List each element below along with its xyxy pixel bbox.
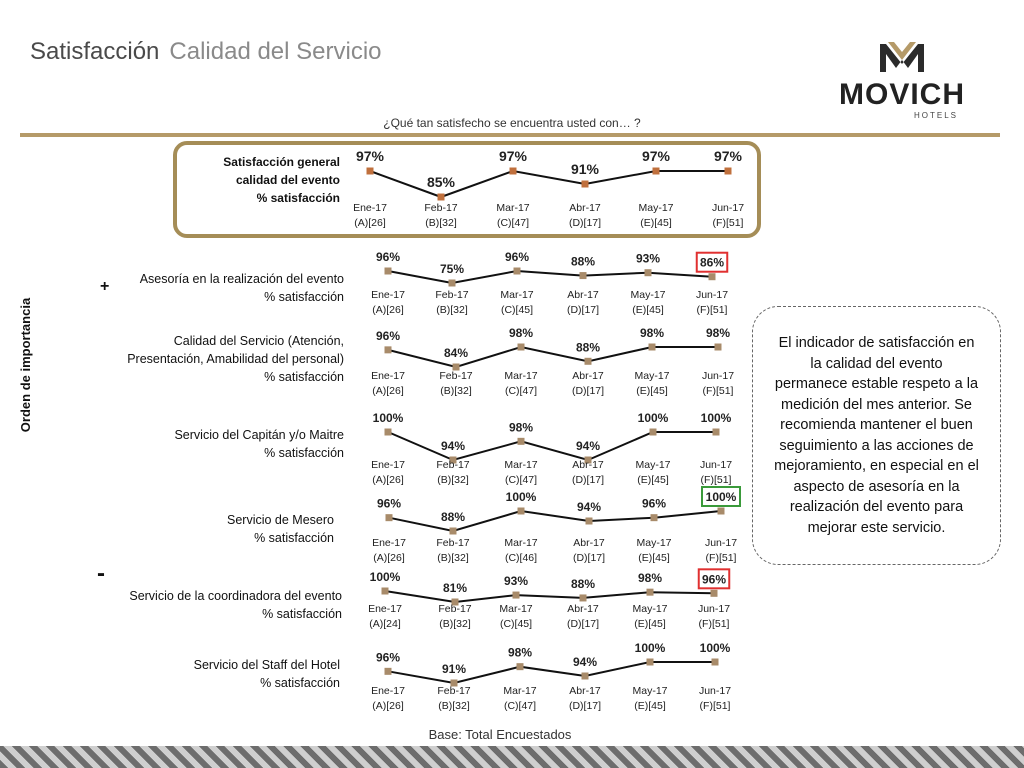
data-point bbox=[517, 663, 524, 670]
data-point bbox=[645, 269, 652, 276]
data-point bbox=[647, 589, 654, 596]
series-line bbox=[389, 511, 721, 531]
x-tick-label: Mar-17 bbox=[504, 537, 538, 549]
x-base-label: (D)[17] bbox=[571, 474, 605, 486]
x-base-label: (B)[32] bbox=[437, 474, 469, 486]
data-point bbox=[385, 346, 392, 353]
x-tick-label: Ene-17 bbox=[372, 537, 406, 549]
data-label: 96% bbox=[375, 650, 401, 665]
data-point bbox=[651, 514, 658, 521]
data-point bbox=[438, 194, 445, 201]
data-label: 98% bbox=[637, 571, 663, 586]
data-label: 100% bbox=[372, 411, 404, 425]
x-tick-label: Abr-17 bbox=[572, 370, 604, 382]
x-tick-label: Mar-17 bbox=[504, 459, 538, 471]
x-base-label: (F)[51] bbox=[698, 618, 730, 630]
x-base-label: (D)[17] bbox=[568, 700, 602, 712]
data-label: 94% bbox=[440, 439, 466, 453]
trend-chart-0 bbox=[353, 148, 744, 229]
x-base-label: (A)[26] bbox=[372, 700, 404, 712]
data-point bbox=[385, 268, 392, 275]
title-main: Satisfacción bbox=[30, 38, 160, 65]
x-tick-label: Feb-17 bbox=[436, 537, 470, 549]
x-base-label: (B)[32] bbox=[440, 385, 472, 397]
row-label-line: Satisfacción general bbox=[223, 155, 340, 169]
x-base-label: (D)[17] bbox=[571, 385, 605, 397]
row-label-line: % satisfacción bbox=[262, 607, 342, 621]
x-base-label: (C)[47] bbox=[504, 385, 538, 397]
logo-subtext: HOTELS bbox=[913, 111, 959, 120]
data-label: 98% bbox=[639, 326, 665, 340]
x-tick-label: Ene-17 bbox=[368, 603, 402, 615]
x-tick-label: Mar-17 bbox=[500, 289, 534, 301]
data-point bbox=[450, 528, 457, 535]
x-base-label: (B)[32] bbox=[436, 304, 468, 316]
data-point bbox=[653, 168, 660, 175]
data-label: 88% bbox=[570, 576, 596, 591]
data-label: 98% bbox=[508, 326, 534, 340]
data-point bbox=[647, 659, 654, 666]
x-base-label: (C)[47] bbox=[504, 474, 538, 486]
trend-chart-4 bbox=[372, 487, 740, 564]
data-label: 96% bbox=[641, 496, 667, 511]
x-tick-label: Abr-17 bbox=[569, 202, 601, 214]
x-base-label: (D)[17] bbox=[566, 304, 600, 316]
series-line bbox=[385, 591, 714, 602]
row-label-line: Asesoría en la realización del evento bbox=[139, 272, 344, 286]
data-point bbox=[367, 168, 374, 175]
x-tick-label: Abr-17 bbox=[567, 603, 599, 615]
data-label: 100% bbox=[634, 641, 666, 655]
x-tick-label: Ene-17 bbox=[371, 685, 405, 697]
trend-chart-6 bbox=[371, 641, 731, 712]
data-point bbox=[386, 514, 393, 521]
x-tick-label: Feb-17 bbox=[435, 289, 469, 301]
data-point bbox=[518, 508, 525, 515]
x-tick-label: Mar-17 bbox=[503, 685, 537, 697]
data-point bbox=[649, 344, 656, 351]
data-label: 84% bbox=[443, 346, 469, 360]
x-tick-label: Abr-17 bbox=[567, 289, 599, 301]
x-tick-label: May-17 bbox=[632, 603, 668, 615]
series-line bbox=[388, 271, 712, 283]
data-label: 100% bbox=[699, 641, 731, 655]
data-point bbox=[513, 592, 520, 599]
x-base-label: (F)[51] bbox=[702, 385, 734, 397]
x-base-label: (D)[17] bbox=[572, 552, 606, 564]
x-base-label: (F)[51] bbox=[699, 700, 731, 712]
x-base-label: (D)[17] bbox=[566, 618, 600, 630]
x-base-label: (D)[17] bbox=[568, 217, 602, 229]
data-label: 97% bbox=[355, 148, 385, 164]
x-tick-label: Feb-17 bbox=[436, 459, 470, 471]
row-label-line: Servicio de Mesero bbox=[227, 513, 334, 527]
data-point bbox=[650, 429, 657, 436]
row-label-line: calidad del evento bbox=[235, 173, 340, 187]
x-base-label: (E)[45] bbox=[640, 217, 672, 229]
data-label: 94% bbox=[572, 655, 598, 669]
data-point bbox=[715, 344, 722, 351]
x-base-label: (B)[32] bbox=[439, 618, 471, 630]
x-base-label: (F)[51] bbox=[712, 217, 744, 229]
x-base-label: (E)[45] bbox=[632, 304, 664, 316]
x-base-label: (C)[47] bbox=[503, 700, 537, 712]
x-base-label: (E)[45] bbox=[638, 552, 670, 564]
x-tick-label: May-17 bbox=[630, 289, 666, 301]
trend-chart-3 bbox=[371, 411, 732, 486]
data-label: 91% bbox=[441, 662, 467, 676]
data-label: 96% bbox=[375, 328, 401, 343]
x-tick-label: Jun-17 bbox=[697, 603, 731, 615]
x-base-label: (B)[32] bbox=[438, 700, 470, 712]
data-label: 94% bbox=[575, 439, 601, 453]
x-base-label: (F)[51] bbox=[705, 552, 737, 564]
x-tick-label: Jun-17 bbox=[701, 370, 735, 382]
data-label: 98% bbox=[705, 326, 731, 340]
x-tick-label: Mar-17 bbox=[496, 202, 530, 214]
x-tick-label: Feb-17 bbox=[438, 603, 472, 615]
data-point bbox=[580, 594, 587, 601]
data-point bbox=[718, 508, 725, 515]
row-label-line: % satisfacción bbox=[260, 676, 340, 690]
data-point bbox=[518, 344, 525, 351]
data-label: 88% bbox=[440, 510, 466, 524]
series-line bbox=[388, 432, 716, 460]
recommendation-note bbox=[752, 306, 1001, 565]
x-base-label: (C)[45] bbox=[499, 618, 533, 630]
data-point bbox=[585, 358, 592, 365]
data-label: 93% bbox=[503, 574, 529, 589]
x-tick-label: Ene-17 bbox=[371, 289, 405, 301]
x-base-label: (A)[26] bbox=[372, 304, 404, 316]
data-label: 96% bbox=[375, 250, 401, 264]
x-base-label: (C)[47] bbox=[496, 217, 530, 229]
x-base-label: (A)[26] bbox=[373, 552, 405, 564]
x-base-label: (E)[45] bbox=[634, 618, 666, 630]
data-label: 100% bbox=[369, 570, 401, 584]
x-base-label: (C)[46] bbox=[504, 552, 538, 564]
x-tick-label: Ene-17 bbox=[371, 459, 405, 471]
row-label-line: % satisfacción bbox=[264, 446, 344, 460]
x-tick-label: Jun-17 bbox=[699, 459, 733, 471]
logo-text: MOVICH bbox=[839, 78, 965, 111]
x-tick-label: Mar-17 bbox=[504, 370, 538, 382]
data-label: 81% bbox=[442, 581, 468, 595]
data-label: 98% bbox=[508, 420, 534, 435]
row-label-line: % satisfacción bbox=[254, 531, 334, 545]
series-line bbox=[388, 347, 718, 367]
series-line bbox=[370, 171, 728, 197]
row-label-line: Presentación, Amabilidad del personal) bbox=[127, 352, 344, 366]
x-tick-label: Jun-17 bbox=[695, 289, 729, 301]
data-label: 86% bbox=[699, 255, 725, 270]
data-label: 96% bbox=[376, 496, 402, 511]
data-label: 88% bbox=[575, 340, 601, 355]
data-label: 96% bbox=[504, 250, 530, 264]
x-tick-label: Ene-17 bbox=[353, 202, 387, 214]
x-tick-label: Mar-17 bbox=[499, 603, 533, 615]
data-point bbox=[518, 438, 525, 445]
trend-chart-1 bbox=[371, 250, 728, 316]
x-base-label: (B)[32] bbox=[425, 217, 457, 229]
decorative-bottom-band bbox=[0, 746, 1024, 768]
x-tick-label: May-17 bbox=[632, 685, 668, 697]
importance-axis-label: Orden de importancia bbox=[18, 297, 33, 433]
survey-question: ¿Qué tan satisfecho se encuentra usted con… ? bbox=[383, 116, 641, 130]
data-point bbox=[385, 668, 392, 675]
x-base-label: (F)[51] bbox=[696, 304, 728, 316]
data-label: 97% bbox=[498, 148, 528, 164]
series-line bbox=[388, 662, 715, 683]
x-tick-label: Abr-17 bbox=[573, 537, 605, 549]
row-label-line: % satisfacción bbox=[264, 290, 344, 304]
row-label-line: Calidad del Servicio (Atención, bbox=[173, 334, 344, 348]
recommendation-text: El indicador de satisfacción en la calidad del evento permanece estable respeto a la medición del mes anterior. Se recomienda mantener el buen seguimiento a las acciones de mejoramiento, en especial en el aspecto de asesoría en la realización del evento para mejorar este servicio. bbox=[774, 335, 979, 536]
x-base-label: (A)[26] bbox=[372, 385, 404, 397]
x-base-label: (F)[51] bbox=[700, 474, 732, 486]
x-tick-label: Abr-17 bbox=[572, 459, 604, 471]
data-label: 100% bbox=[705, 490, 737, 504]
trend-chart-2 bbox=[371, 326, 734, 397]
data-point bbox=[582, 181, 589, 188]
x-tick-label: May-17 bbox=[635, 459, 671, 471]
row-label-line: Servicio del Staff del Hotel bbox=[193, 658, 340, 672]
x-tick-label: May-17 bbox=[638, 202, 674, 214]
data-point bbox=[580, 272, 587, 279]
x-tick-label: Feb-17 bbox=[437, 685, 471, 697]
row-label-line: Servicio de la coordinadora del evento bbox=[129, 589, 342, 603]
x-base-label: (B)[32] bbox=[437, 552, 469, 564]
x-tick-label: May-17 bbox=[636, 537, 672, 549]
data-point bbox=[382, 588, 389, 595]
base-note: Base: Total Encuestados bbox=[428, 727, 572, 742]
data-point bbox=[713, 429, 720, 436]
x-tick-label: Jun-17 bbox=[698, 685, 732, 697]
x-tick-label: Feb-17 bbox=[439, 370, 473, 382]
title-subtitle: Calidad del Servicio bbox=[169, 38, 382, 65]
x-tick-label: Abr-17 bbox=[569, 685, 601, 697]
data-label: 75% bbox=[439, 262, 465, 276]
data-label: 98% bbox=[507, 645, 533, 660]
data-label: 85% bbox=[426, 174, 456, 190]
x-base-label: (C)[45] bbox=[500, 304, 534, 316]
data-label: 91% bbox=[570, 161, 600, 177]
x-base-label: (A)[26] bbox=[354, 217, 386, 229]
data-label: 97% bbox=[641, 148, 671, 164]
data-label: 93% bbox=[635, 251, 661, 266]
data-point bbox=[712, 659, 719, 666]
data-point bbox=[582, 673, 589, 680]
data-point bbox=[586, 518, 593, 525]
data-label: 100% bbox=[700, 411, 732, 425]
x-tick-label: Jun-17 bbox=[711, 202, 745, 214]
data-label: 88% bbox=[570, 254, 596, 269]
data-point bbox=[711, 590, 718, 597]
data-label: 100% bbox=[637, 411, 669, 425]
data-point bbox=[709, 273, 716, 280]
data-label: 96% bbox=[701, 572, 727, 587]
data-point bbox=[725, 168, 732, 175]
data-point bbox=[510, 168, 517, 175]
x-base-label: (E)[45] bbox=[637, 474, 669, 486]
data-label: 97% bbox=[713, 148, 743, 164]
row-label-line: % satisfacción bbox=[264, 370, 344, 384]
importance-minus-sign: - bbox=[97, 560, 105, 587]
x-tick-label: Ene-17 bbox=[371, 370, 405, 382]
x-tick-label: Feb-17 bbox=[424, 202, 458, 214]
data-point bbox=[514, 268, 521, 275]
row-label-line: % satisfacción bbox=[256, 191, 340, 205]
data-point bbox=[385, 429, 392, 436]
data-label: 100% bbox=[505, 490, 537, 504]
trend-chart-5 bbox=[368, 569, 730, 630]
x-base-label: (E)[45] bbox=[634, 700, 666, 712]
row-label-line: Servicio del Capitán y/o Maitre bbox=[174, 428, 344, 442]
x-tick-label: May-17 bbox=[634, 370, 670, 382]
x-tick-label: Jun-17 bbox=[704, 537, 738, 549]
x-base-label: (A)[24] bbox=[369, 618, 401, 630]
x-base-label: (A)[26] bbox=[372, 474, 404, 486]
x-base-label: (E)[45] bbox=[636, 385, 668, 397]
importance-plus-sign: + bbox=[100, 278, 110, 295]
data-point bbox=[449, 280, 456, 287]
data-label: 94% bbox=[576, 500, 602, 514]
